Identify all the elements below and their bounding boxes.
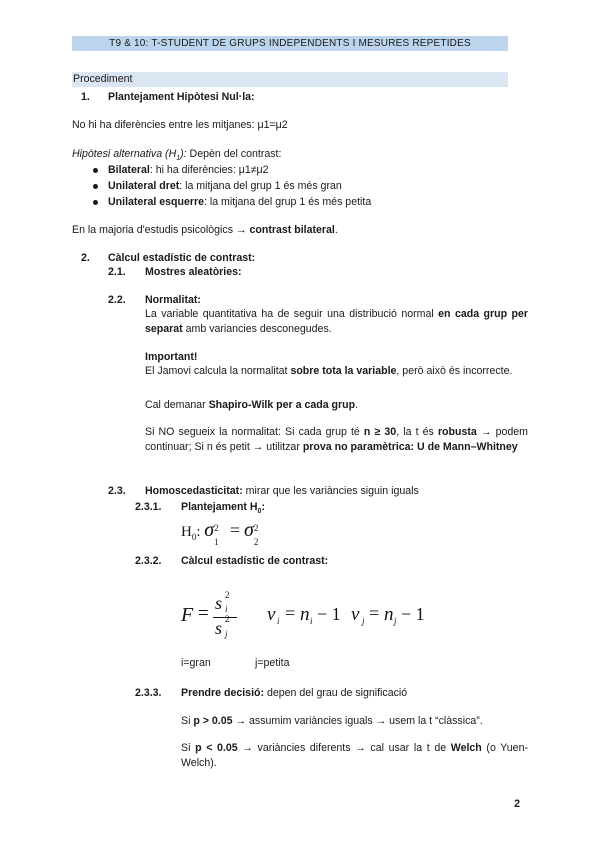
page-number: 2: [514, 798, 520, 810]
section-heading: [72, 72, 508, 87]
majority-bold: contrast bilateral: [249, 224, 335, 236]
text-run: → assumim variàncies iguals → usem la t “clàssica”.: [232, 715, 483, 727]
text-run-bold: robusta: [437, 426, 477, 438]
s23-text: mirar que les variàncies siguin iguals: [242, 485, 419, 497]
alt-hypothesis-sub: 1: [176, 155, 181, 163]
i-label: i=gran: [181, 657, 211, 669]
text-run-bold: sobre tota la variable: [290, 365, 397, 377]
formula-f: F: [181, 604, 194, 626]
important-heading: Important!: [145, 351, 198, 363]
null-hypothesis-text: No hi ha diferències entre les mitjanes: μ1=μ2: [72, 119, 288, 131]
formula-sub: i: [225, 604, 228, 614]
bullet-text: : la mitjana del grup 1 és més gran: [179, 180, 342, 192]
step1-number: 1.: [81, 91, 90, 103]
formula-nu: ν: [351, 604, 360, 625]
text-run: , la t és: [396, 426, 438, 438]
majority-line: [72, 223, 338, 237]
formula-minus-one: − 1: [317, 604, 341, 624]
decision-line-2: [181, 741, 528, 771]
s231-title-end: :: [261, 501, 265, 513]
formula-eq: =: [369, 603, 380, 623]
majority-text: En la majoria d'estudis psicològics →: [72, 224, 250, 236]
text-run-bold: en cada grup per separat: [145, 308, 528, 335]
formula-nu: ν: [267, 604, 276, 625]
formula-s: s: [215, 593, 223, 613]
alt-hypothesis-label: Hipòtesi alternativa (H: [72, 148, 177, 160]
s23-line: [145, 484, 419, 498]
text-run: Si NO segueix la normalitat: Si cada grup té: [145, 426, 364, 438]
j-label: j=petita: [255, 657, 290, 669]
bullet-text: : hi ha diferències: μ1≠μ2: [149, 164, 269, 176]
formula-sup: 2: [214, 523, 219, 533]
formula-sub: 0: [191, 532, 197, 542]
bullet-item-bilateral: [108, 163, 269, 177]
s233-text: depen del grau de significació: [264, 687, 408, 699]
alt-hypothesis-rest: Depèn del contrast:: [186, 148, 282, 160]
formula-eq: =: [285, 603, 296, 623]
text-run: Cal demanar: [145, 399, 209, 411]
formula-sub: j: [362, 616, 365, 626]
formula-sub: i: [310, 616, 313, 626]
formula-minus-one: − 1: [401, 604, 425, 624]
shapiro-line: [145, 398, 358, 412]
s233-line: [181, 686, 407, 700]
formula-sub: j: [225, 629, 228, 639]
formula-sigma: σ: [204, 519, 215, 541]
formula-sub: j: [394, 616, 397, 626]
bullet-icon: [93, 184, 98, 189]
bullet-item-unilateral-esquerre: [108, 195, 371, 209]
text-run: La variable quantitativa ha de seguir una distribució normal: [145, 308, 439, 320]
section-label: Procediment: [73, 73, 133, 85]
formula-sub: 2: [253, 537, 259, 547]
formula-sub: i: [277, 616, 280, 626]
formula-sup: 2: [225, 614, 230, 624]
formula-sup: 2: [225, 590, 230, 600]
formula-sub: 1: [214, 537, 219, 547]
text-run: (o Yuen-Welch).: [181, 742, 528, 769]
s22-number: 2.2.: [108, 294, 126, 306]
s233-title: Prendre decisió:: [181, 687, 265, 699]
text-run-bold: prova no paramètrica: U de Mann–Whitney: [302, 441, 518, 453]
formula-colon: :: [196, 524, 201, 540]
text-run-bold: p < 0.05: [195, 742, 238, 754]
text-run: , però això és incorrecte.: [396, 365, 513, 377]
bullet-bold: Unilateral esquerre: [108, 196, 204, 208]
text-run: Si: [181, 742, 196, 754]
s23-title: Homoscedasticitat:: [145, 485, 243, 497]
text-run-bold: Shapiro-Wilk per a cada grup: [208, 399, 356, 411]
text-run: amb variancies desconegudes.: [182, 323, 332, 335]
decision-line-1: [181, 714, 483, 728]
step1-title: Plantejament Hipòtesi Nul·la:: [108, 91, 255, 103]
s231-title-sub: 0: [257, 508, 262, 516]
s21-number: 2.1.: [108, 266, 126, 278]
s231-title-text: Plantejament H: [181, 501, 258, 513]
text-run: .: [355, 399, 359, 411]
s21-title: Mostres aleatòries:: [145, 266, 242, 278]
text-run: → podem continuar; Si n és petit → utilitzar: [145, 426, 528, 453]
bullet-icon: [93, 200, 98, 205]
step2-number: 2.: [81, 252, 90, 264]
f-formula: [181, 590, 461, 645]
s232-title: Càlcul estadístic de contrast:: [181, 555, 329, 567]
s23-number: 2.3.: [108, 485, 126, 497]
text-run: El Jamovi calcula la normalitat: [145, 365, 291, 377]
bullet-bold: Bilateral: [108, 164, 150, 176]
formula-h: H: [181, 524, 192, 540]
normality-paragraph: [145, 307, 528, 337]
non-normal-paragraph: [145, 425, 528, 455]
text-run: Si: [181, 715, 194, 727]
text-run-bold: Welch: [450, 742, 482, 754]
text-run-bold: p > 0.05: [193, 715, 233, 727]
s231-number: 2.3.1.: [135, 501, 162, 513]
bullet-text: : la mitjana del grup 1 és més petita: [203, 196, 372, 208]
text-run: → variàncies diferents → cal usar la t de: [237, 742, 451, 754]
bullet-item-unilateral-dret: [108, 179, 342, 193]
document-title: T9 & 10: T-STUDENT DE GRUPS INDEPENDENTS I MESURES REPETIDES: [72, 36, 508, 51]
step2-title: Càlcul estadístic de contrast:: [108, 252, 256, 264]
formula-sigma: σ: [244, 519, 254, 541]
formula-s: s: [215, 618, 223, 638]
bullet-bold: Unilateral dret: [108, 180, 180, 192]
majority-end: .: [334, 224, 338, 236]
s232-number: 2.3.2.: [135, 555, 162, 567]
important-paragraph: [145, 364, 528, 379]
s231-title: [181, 500, 265, 519]
formula-sup: 2: [253, 523, 259, 533]
s22-title: Normalitat:: [145, 294, 201, 306]
bullet-icon: [93, 168, 98, 173]
formula-n: n: [384, 604, 394, 625]
alt-hypothesis-label-end: ):: [180, 148, 187, 160]
formula-n: n: [300, 604, 310, 625]
formula-eq: =: [198, 603, 209, 624]
text-run-bold: n ≥ 30: [363, 426, 397, 438]
formula-eq: =: [229, 520, 241, 540]
s233-number: 2.3.3.: [135, 687, 162, 699]
h0-formula: [181, 520, 262, 547]
